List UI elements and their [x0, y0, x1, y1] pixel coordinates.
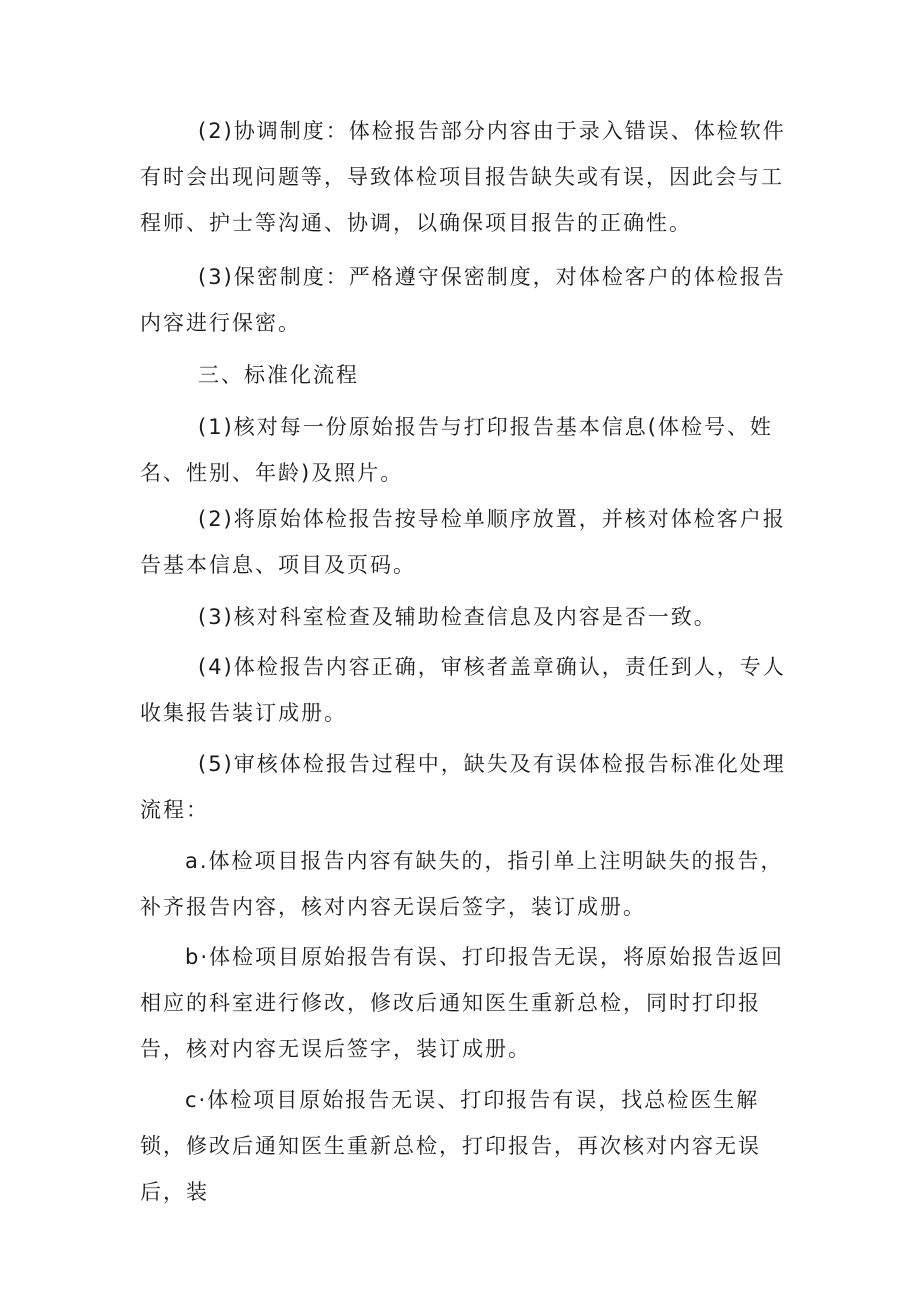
paragraph-step-4: (4)体检报告内容正确，审核者盖章确认，责任到人，专人收集报告装订成册。 — [140, 655, 786, 725]
section-heading-standard-process: 三、标准化流程 — [198, 363, 359, 387]
paragraph-case-a: a.体检项目报告内容有缺失的，指引单上注明缺失的报告，补齐报告内容，核对内容无误后签字，装订成册。 — [140, 849, 784, 919]
paragraph-step-1: (1)核对每一份原始报告与打印报告基本信息(体检号、姓名、性别、年龄)及照片。 — [140, 415, 773, 485]
paragraph-confidentiality-system: (3)保密制度：严格遵守保密制度，对体检客户的体检报告内容进行保密。 — [140, 265, 786, 335]
paragraph-step-5: (5)审核体检报告过程中，缺失及有误体检报告标准化处理流程： — [140, 752, 786, 822]
paragraph-step-2: (2)将原始体检报告按导检单顺序放置，并核对体检客户报告基本信息、项目及页码。 — [140, 507, 786, 577]
paragraph-case-c: c·体检项目原始报告无误、打印报告有误，找总检医生解锁，修改后通知医生重新总检，打印报告，再次核对内容无误后，装 — [140, 1088, 761, 1204]
paragraph-case-b: b·体检项目原始报告有误、打印报告无误，将原始报告返回相应的科室进行修改，修改后通知医生重新总检，同时打印报告，核对内容无误后签字，装订成册。 — [140, 945, 785, 1061]
paragraph-coordination-system: (2)协调制度：体检报告部分内容由于录入错误、体检软件有时会出现问题等，导致体检项目报告缺失或有误，因此会与工程师、护士等沟通、协调，以确保项目报告的正确性。 — [140, 119, 786, 235]
paragraph-step-3: (3)核对科室检查及辅助检查信息及内容是否一致。 — [198, 605, 717, 629]
